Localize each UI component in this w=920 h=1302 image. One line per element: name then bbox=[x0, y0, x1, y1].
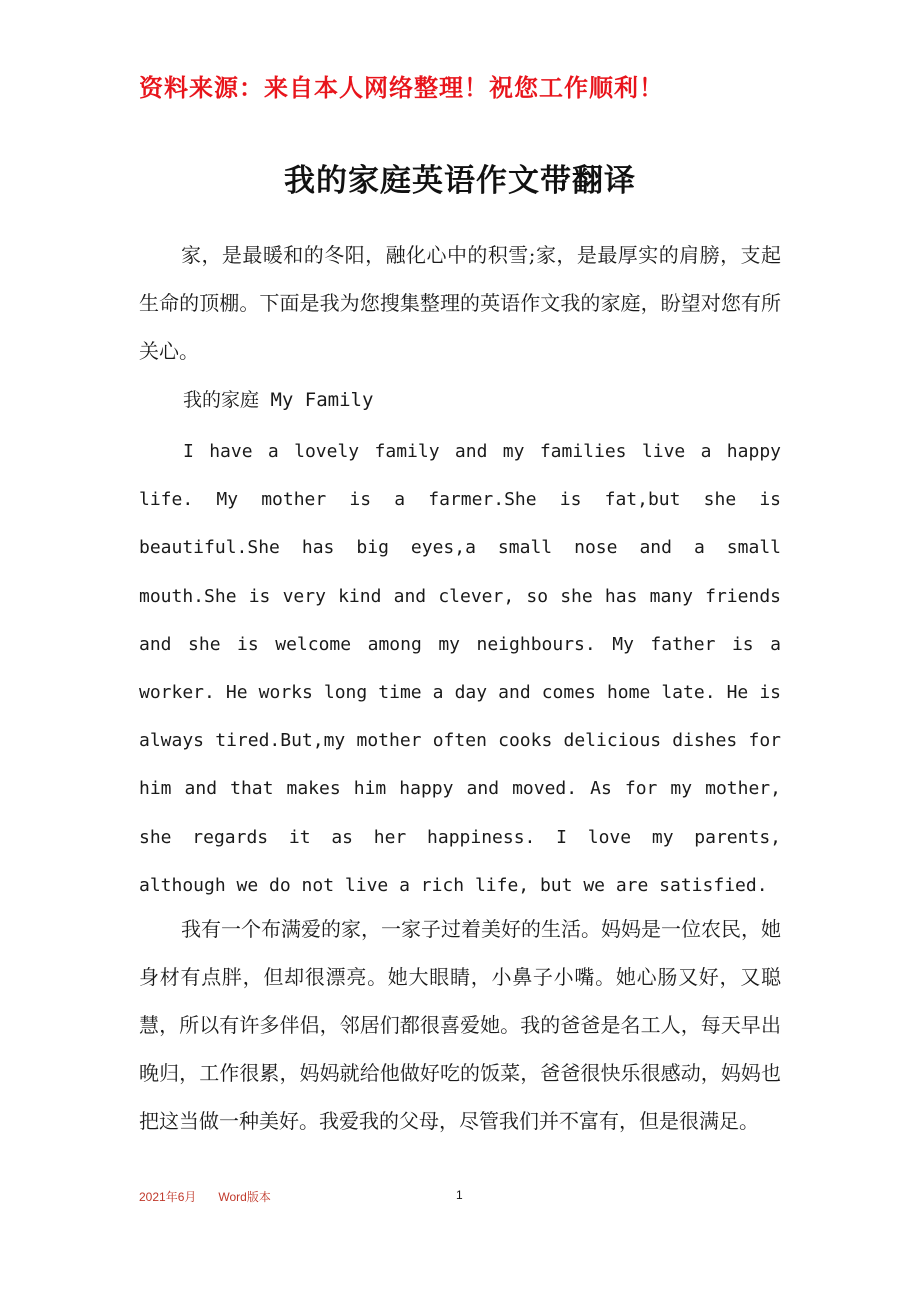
page-number: 1 bbox=[456, 1188, 463, 1202]
chinese-translation-paragraph: 我有一个布满爱的家，一家子过着美好的生活。妈妈是一位农民，她身材有点胖，但却很漂亮。她大眼睛，小鼻子小嘴。她心肠又好，又聪慧，所以有许多伴侣，邻居们都很喜爱她。我的爸爸是名工人，每天早出晚归，工作很累，妈妈就给他做好吃的饭菜，爸爸很快乐很感动，妈妈也把这当做一种美好。我爱我的父母，尽管我们并不富有，但是很满足。 bbox=[139, 917, 781, 1133]
section-subtitle: 我的家庭 My Family bbox=[183, 389, 374, 411]
footer-date: 2021年6月 bbox=[139, 1190, 197, 1204]
footer-info bbox=[139, 1188, 271, 1205]
source-banner: 资料来源：来自本人网络整理！祝您工作顺利！ bbox=[139, 74, 664, 102]
footer-version: Word版本 bbox=[218, 1190, 271, 1204]
english-essay-paragraph: I have a lovely family and my families live a happy life. My mother is a farmer.She is fat,but she is beautiful.She has big eyes,a small nose and a small mouth.She is very kind and clever, so she has many friends and she is welcome among my neighbours. My father is a worker. He works long time a day and comes home late. He is always tired.But,my mother often cooks delicious dishes for him and that makes him happy and moved. As for my mother, she regards it as her happiness. I love my parents, although we do not live a rich life, but we are satisfied. bbox=[139, 441, 781, 896]
intro-paragraph: 家，是最暖和的冬阳，融化心中的积雪;家，是最厚实的肩膀，支起生命的顶棚。下面是我为您搜集整理的英语作文我的家庭，盼望对您有所关心。 bbox=[139, 243, 781, 363]
document-title: 我的家庭英语作文带翻译 bbox=[284, 163, 636, 199]
